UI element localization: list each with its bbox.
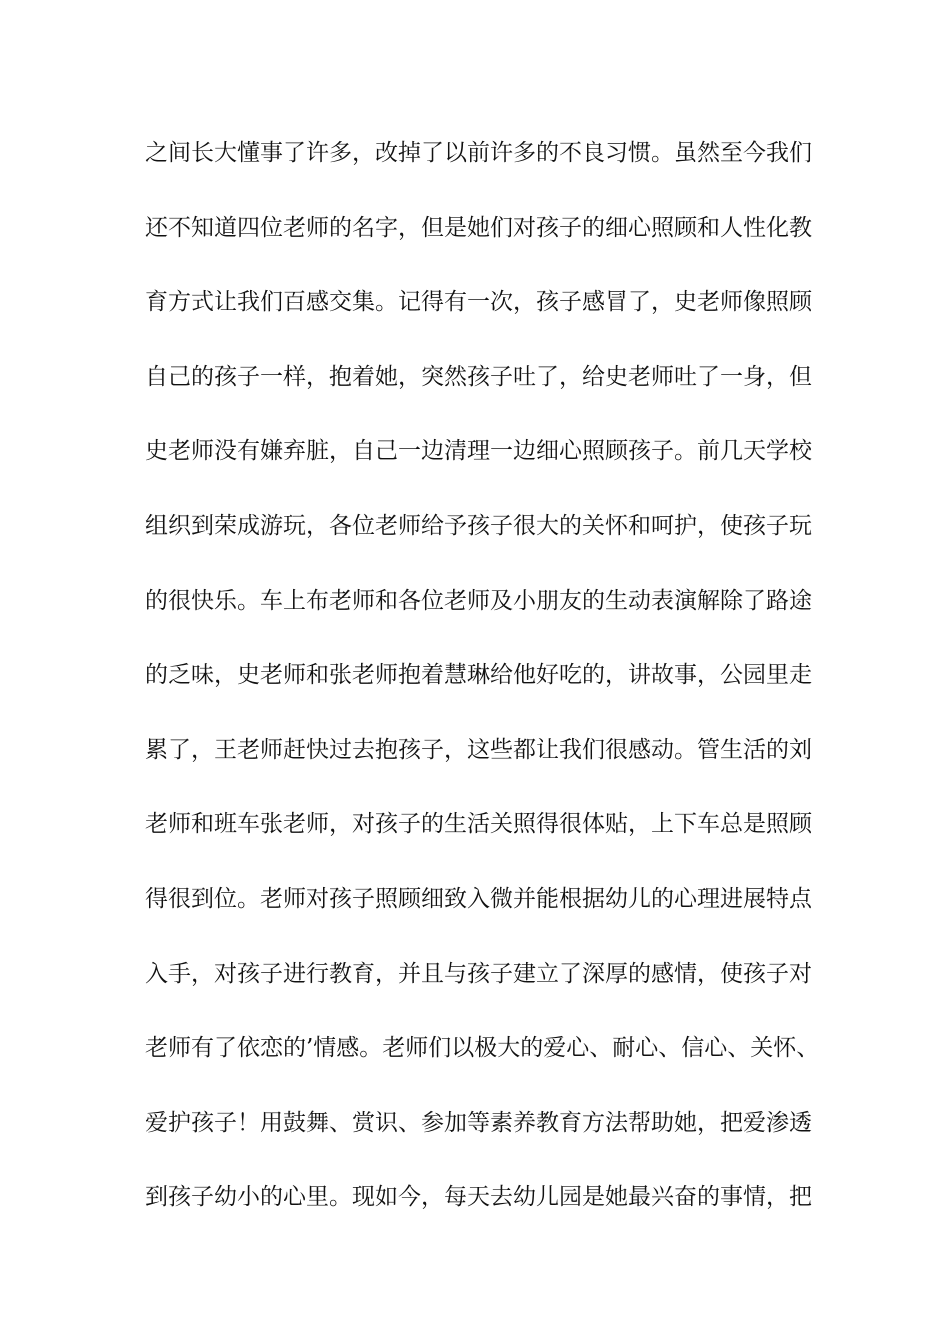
text-line: 自己的孩子一样，抱着她，突然孩子吐了，给史老师吐了一身，但 xyxy=(145,363,812,390)
text-line: 爱护孩子！用鼓舞、赏识、参加等素养教育方法帮助她，把爱渗透 xyxy=(145,1109,812,1136)
text-line: 组织到荣成游玩，各位老师给予孩子很大的关怀和呵护，使孩子玩 xyxy=(145,512,812,539)
text-line: 还不知道四位老师的名字，但是她们对孩子的细心照顾和人性化教 xyxy=(145,214,812,241)
text-line: 史老师没有嫌弃脏，自己一边清理一边细心照顾孩子。前几天学校 xyxy=(145,438,812,465)
body-text xyxy=(145,133,820,1252)
text-line: 老师有了依恋的’情感。老师们以极大的爱心、耐心、信心、关怀、 xyxy=(145,1035,820,1062)
text-line: 入手，对孩子进行教育，并且与孩子建立了深厚的感情，使孩子对 xyxy=(145,960,812,987)
text-line: 育方式让我们百感交集。记得有一次，孩子感冒了，史老师像照顾 xyxy=(145,289,812,316)
text-line: 得很到位。老师对孩子照顾细致入微并能根据幼儿的心理进展特点 xyxy=(145,885,812,912)
text-line: 老师和班车张老师，对孩子的生活关照得很体贴，上下车总是照顾 xyxy=(145,811,812,838)
text-line: 之间长大懂事了许多，改掉了以前许多的不良习惯。虽然至今我们 xyxy=(145,140,812,166)
text-line: 到孩子幼小的心里。现如今，每天去幼儿园是她最兴奋的事情，把 xyxy=(145,1184,812,1211)
text-line: 累了，王老师赶快过去抱孩子，这些都让我们很感动。管生活的刘 xyxy=(145,736,812,763)
text-line: 的很快乐。车上布老师和各位老师及小朋友的生动表演解除了路途 xyxy=(145,587,812,614)
text-line: 的乏味，史老师和张老师抱着慧琳给他好吃的，讲故事，公园里走 xyxy=(145,662,812,689)
